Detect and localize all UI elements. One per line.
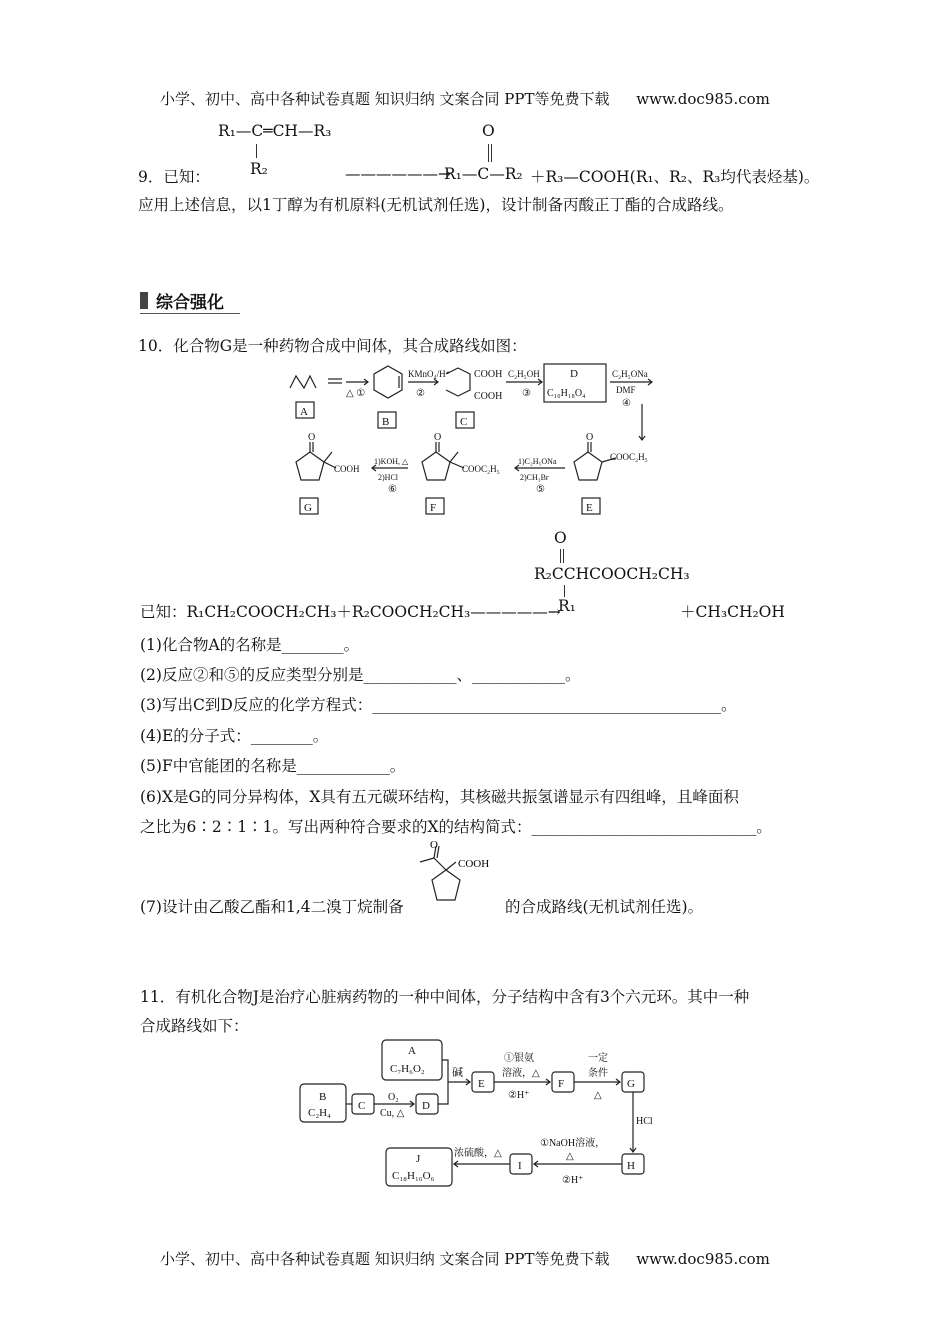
q10-e-o: O <box>586 432 594 443</box>
header-text: 小学、初中、高中各种试卷真题 知识归纳 文案合同 PPT等免费下载 <box>160 90 610 108</box>
q10-sub-3: (3)写出C到D反应的化学方程式：_____________________________________________。 <box>140 696 737 714</box>
q11-i-label: I <box>518 1160 522 1172</box>
q10-g-structure <box>296 452 324 480</box>
q10-sub7-o: O <box>430 840 438 851</box>
q10-known-prod-o: O <box>554 529 567 547</box>
q10-g-o: O <box>308 432 316 443</box>
q11-a-formula: C₇H₆O₂ <box>390 1063 425 1075</box>
q11-r-hi-1: ①NaOH溶液， <box>540 1138 606 1149</box>
q10-f-structure <box>422 452 450 480</box>
q11-h-label: H <box>627 1160 635 1172</box>
q11-e-label: E <box>478 1078 485 1090</box>
q11-g-label: G <box>627 1078 635 1090</box>
q10-f-group: COOC₂H₅ <box>462 464 500 474</box>
q9-product-o: O <box>482 122 495 140</box>
q10-d-formula: C₁₀H₁₈O₄ <box>547 388 586 399</box>
q9-line1 <box>138 165 210 187</box>
section-heading <box>140 288 240 312</box>
q11-c-label: C <box>358 1100 366 1112</box>
q10-e-structure <box>574 452 602 480</box>
q9-reactant-r2: R₂ <box>250 160 268 178</box>
section-title: 综合强化 <box>156 293 224 313</box>
q10-known-prod-r1: R₁ <box>558 597 576 615</box>
q10-label-a: A <box>300 406 308 418</box>
q10-r4-mid: DMF <box>616 385 636 395</box>
q11-b-label: B <box>319 1091 327 1103</box>
section-rule <box>140 313 240 314</box>
q10-r2-bottom: ② <box>416 388 425 399</box>
q11-r-cd-top: O₂ <box>388 1092 399 1103</box>
q10-sub-4: (4)E的分子式：________。 <box>140 727 329 745</box>
q10-cooh-2: COOH <box>474 391 503 402</box>
q9-product-structure <box>444 120 534 190</box>
q9-reactant-bond <box>256 144 257 158</box>
q11-r-ef-3: ②H⁺ <box>508 1090 530 1101</box>
q10-label-d: D <box>570 368 578 380</box>
q10-r3-top: C₂H₅OH <box>508 369 540 379</box>
q10-sub7-cooh: COOH <box>458 858 490 870</box>
q9-reactant-top: R₁—C═CH—R₃ <box>218 122 332 140</box>
q10-r3-bottom: ③ <box>522 388 531 399</box>
footer-url: www.doc985.com <box>636 1250 770 1268</box>
q11-r-ij: 浓硫酸，△ <box>454 1148 502 1159</box>
q11-a-label: A <box>408 1045 416 1057</box>
q10-route-diagram <box>280 360 680 525</box>
section-mark-icon <box>140 292 148 309</box>
q10-r2-top: KMnO₄/H⁺ <box>408 369 451 379</box>
q10-r5-top: 1)C₂H₅ONa <box>518 457 557 466</box>
q10-r5-mid: 2)CH₃Br <box>520 473 549 482</box>
q11-r-fg-1: 一定 <box>588 1053 608 1064</box>
q11-stem-2: 合成路线如下： <box>140 1017 249 1035</box>
q11-r-hi-2: △ <box>566 1151 574 1162</box>
q10-r4-bottom: ④ <box>622 398 631 409</box>
q11-b-formula: C₂H₄ <box>308 1107 331 1119</box>
q10-sub-1: (1)化合物A的名称是________。 <box>140 636 360 654</box>
q10-sub7-structure <box>404 840 504 915</box>
q10-r1-bottom: △ ① <box>346 388 366 399</box>
q11-r-cd-bottom: Cu, △ <box>380 1108 405 1119</box>
q10-r6-top: 1)KOH, △ <box>374 457 409 466</box>
q10-known-prefix: 已知：R₁CH₂COOCH₂CH₃＋R₂COOCH₂CH₃—————→ <box>140 603 561 621</box>
q10-butadiene-structure <box>290 376 316 388</box>
q10-sub-7a: (7)设计由乙酸乙酯和1,4二溴丁烷制备 <box>140 898 404 916</box>
q10-f-o: O <box>434 432 442 443</box>
q10-known-suffix: ＋CH₃CH₂OH <box>680 603 785 621</box>
q10-g-group: COOH <box>334 464 360 474</box>
header-url: www.doc985.com <box>636 90 770 108</box>
q11-r-fg-3: △ <box>594 1090 602 1101</box>
q11-r-ef-1: ①银氨 <box>504 1053 534 1064</box>
q10-sub-2: (2)反应②和⑤的反应类型分别是____________、____________。 <box>140 666 581 684</box>
q10-stem: 10．化合物G是一种药物合成中间体，其合成路线如图： <box>138 337 527 355</box>
q10-sub-6b: 之比为6∶2∶1∶1。写出两种符合要求的X的结构简式：_____________________________。 <box>140 818 772 836</box>
q10-r6-bottom: ⑥ <box>388 484 397 495</box>
q10-e-group: COOC₂H₅ <box>610 452 648 462</box>
q10-label-g: G <box>304 502 312 514</box>
page-footer <box>160 1248 770 1269</box>
q11-r-ef-2: 溶液，△ <box>502 1068 540 1079</box>
q10-label-e: E <box>586 502 593 514</box>
q11-d-label: D <box>422 1100 430 1112</box>
q10-known-prod: R₂CCHCOOCH₂CH₃ <box>534 565 690 583</box>
q10-known-bond <box>564 585 565 597</box>
q11-stem-1: 11．有机化合物J是治疗心脏病药物的一种中间体，分子结构中含有3个六元环。其中一种 <box>140 988 750 1006</box>
q11-j-formula: C₁₈H₁₆O₆ <box>392 1170 435 1182</box>
q10-label-c: C <box>460 416 468 428</box>
q10-cyclohexene-structure <box>374 366 402 398</box>
q10-sub-5: (5)F中官能团的名称是____________。 <box>140 757 406 775</box>
q10-sub-7b: 的合成路线(无机试剂任选)。 <box>505 898 704 916</box>
q11-r-hi-3: ②H⁺ <box>562 1175 584 1186</box>
q11-route-diagram <box>296 1036 676 1191</box>
q9-line2: 应用上述信息，以1丁醇为有机原料(无机试剂任选)，设计制备丙酸正丁酯的合成路线。 <box>138 196 734 214</box>
q10-r6-mid: 2)HCl <box>378 473 398 482</box>
q9-product-double-bond <box>488 144 492 162</box>
q10-sub-6a: (6)X是G的同分异构体，X具有五元碳环结构，其核磁共振氢谱显示有四组峰，且峰面积 <box>140 788 739 806</box>
q9-tail: ＋R₃—COOH(R₁、R₂、R₃均代表烃基)。 <box>530 168 820 186</box>
q11-j-label: J <box>416 1153 421 1165</box>
footer-text: 小学、初中、高中各种试卷真题 知识归纳 文案合同 PPT等免费下载 <box>160 1250 610 1268</box>
q11-r-de: 碱 <box>452 1067 463 1079</box>
q10-cooh-1: COOH <box>474 369 503 380</box>
q9-number: 9．已知： <box>138 168 210 186</box>
q9-product: R₁—C—R₂ <box>444 165 523 183</box>
q10-label-b: B <box>382 416 390 428</box>
q11-f-label: F <box>558 1078 565 1090</box>
q9-arrow: ——————→ <box>345 165 451 183</box>
q10-r5-bottom: ⑤ <box>536 484 545 495</box>
q11-r-fg-2: 条件 <box>588 1068 608 1079</box>
q10-label-f: F <box>430 502 437 514</box>
page-header <box>160 88 770 109</box>
q10-r4-top: C₂H₅ONa <box>612 369 648 379</box>
q11-r-gh: HCl <box>636 1116 653 1127</box>
q10-known-double-bond <box>560 549 564 563</box>
